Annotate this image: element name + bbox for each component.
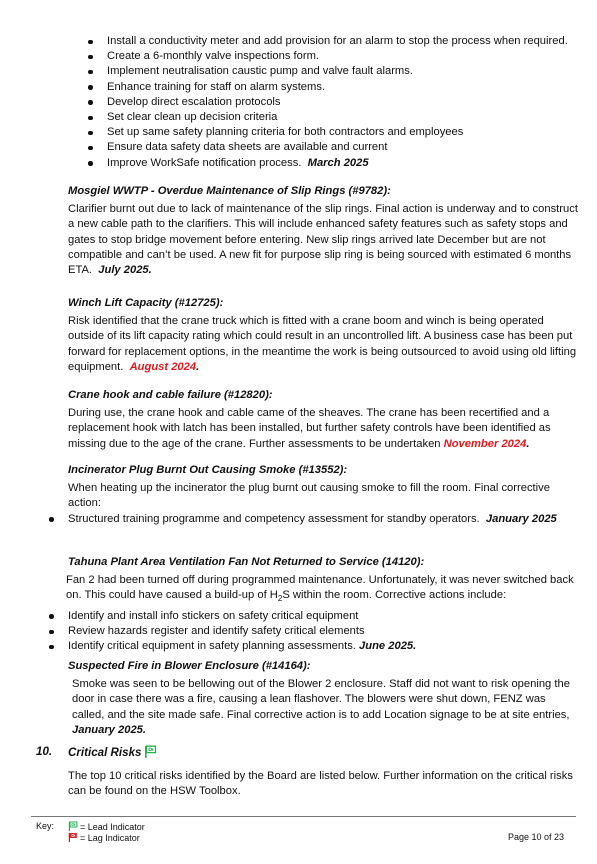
list-item	[107, 64, 577, 79]
section-heading: Winch Lift Capacity (#12725):	[68, 297, 224, 309]
corrective-action-list	[68, 512, 580, 527]
list-item	[107, 140, 577, 155]
section-heading: Suspected Fire in Blower Enclosure (#14164):	[68, 660, 311, 672]
due-date: January 2025	[485, 512, 557, 525]
bullet-text: Review hazards register and identify safety critical elements	[68, 625, 365, 638]
subscript: 2	[277, 594, 283, 604]
list-item	[107, 110, 577, 125]
list-item	[68, 512, 580, 527]
due-date: November 2024	[443, 437, 527, 450]
critical-risks-body: The top 10 critical risks identified by the Board are listed below. Further information on the critical risks can be found on the HSW Toolbox.	[68, 770, 573, 798]
list-item	[107, 80, 577, 95]
body-text: Fan 2 had been turned off during programmed maintenance. Unfortunately, it was never switched back on. This could have caused a build-up of H	[66, 574, 574, 602]
body-text: Risk identified that the crane truck which is fitted with a crane boom and winch is being operated outside of its lift capacity rating which could result in an uncontrolled lift. A business case has been put forward for replacement options, in the meantime the work is being outsourced to avoid using old lifting equipment.	[68, 315, 577, 373]
list-item	[107, 156, 577, 171]
due-date: August 2024	[129, 360, 197, 373]
section-body	[68, 314, 580, 375]
footer-key-label: Key:	[36, 821, 55, 831]
lag-indicator-label: = Lag Indicator	[80, 833, 140, 843]
bullet-text: Identify critical equipment in safety planning assessments.	[68, 640, 356, 653]
section-body	[72, 677, 580, 738]
incident-section-mosgiel	[68, 183, 580, 278]
section-heading: Tahuna Plant Area Ventilation Fan Not Returned to Service (14120):	[68, 556, 425, 568]
critical-risks-title: Critical Risks	[68, 746, 142, 759]
due-suffix: .	[526, 437, 530, 450]
critical-risks-heading	[68, 745, 157, 759]
due-date: March 2025	[307, 156, 369, 169]
list-item	[107, 34, 577, 49]
list-item	[68, 639, 580, 654]
bullet-text: Develop direct escalation protocols	[107, 95, 281, 108]
section-heading: Crane hook and cable failure (#12820):	[68, 389, 273, 401]
bullet-text: Improve WorkSafe notification process.	[107, 156, 302, 169]
incident-section-tahuna	[68, 554, 580, 654]
footer-divider	[31, 816, 576, 817]
list-item	[68, 609, 580, 624]
bullet-text: Create a 6-monthly valve inspections form.	[107, 50, 320, 63]
section-heading: Incinerator Plug Burnt Out Causing Smoke (#13552):	[68, 464, 348, 476]
list-item	[107, 49, 577, 64]
body-text: S within the room. Corrective actions include:	[282, 589, 507, 602]
incident-section-incinerator	[68, 462, 580, 527]
due-date: July 2025.	[98, 264, 152, 277]
list-item	[68, 624, 580, 639]
body-text: During use, the crane hook and cable came of the sheaves. The crane has been recertified and a replacement hook with latch has been installed, but further safety controls have been identified as missing due to the age of the crane. Further assessments to be undertaken	[68, 407, 551, 450]
section-body: When heating up the incinerator the plug burnt out causing smoke to fill the room. Final corrective action:	[68, 482, 550, 510]
bullet-text: Enhance training for staff on alarm systems.	[107, 80, 326, 93]
corrective-action-list	[68, 609, 580, 655]
due-suffix: .	[196, 360, 200, 373]
page-number: Page 10 of 23	[508, 832, 565, 842]
lead-indicator-flag-icon	[144, 745, 157, 759]
footer-lag-key	[68, 832, 140, 844]
incident-section-blower-fire	[68, 658, 580, 738]
lead-indicator-label: = Lead Indicator	[80, 822, 145, 832]
bullet-text: Structured training programme and competency assessment for standby operators.	[68, 512, 480, 525]
bullet-text: Identify and install info stickers on safety critical equipment	[68, 609, 359, 622]
section-body	[68, 406, 580, 452]
bullet-text: Install a conductivity meter and add provision for an alarm to stop the process when required.	[107, 35, 568, 47]
section-number: 10.	[36, 745, 53, 758]
top-bullet-list	[107, 34, 577, 171]
body-text: Clarifier burnt out due to lack of maintenance of the slip rings. Final action is underway and to construct a new cable path to the clarifiers. This will include enhanced safety features such as safety stops and gates to stop bridge movement before entering. New slip rings arrived late December but are not compatible and can’t be used. A new fit for purpose slip ring is being sourced with estimated 6 months ETA.	[68, 203, 578, 277]
bullet-text: Set up same safety planning criteria for both contractors and employees	[107, 126, 464, 139]
lag-indicator-flag-icon	[68, 832, 78, 843]
due-date: June 2025.	[359, 640, 417, 653]
section-body	[66, 573, 580, 607]
body-text: Smoke was seen to be bellowing out of the Blower 2 enclosure. Staff did not want to risk opening the door in case there was a fire, causing a lean flashover. The blowers were shut down, FENZ was called, and the site made safe. Final corrective action is to add Location signage to be at site entries,	[72, 678, 570, 721]
section-heading: Mosgiel WWTP - Overdue Maintenance of Slip Rings (#9782):	[68, 185, 391, 197]
bullet-text: Implement neutralisation caustic pump and valve fault alarms.	[107, 65, 413, 78]
incident-section-winch	[68, 295, 580, 375]
list-item	[107, 95, 577, 110]
section-body	[68, 202, 580, 278]
lead-indicator-flag-icon	[68, 821, 78, 832]
bullet-text: Set clear clean up decision criteria	[107, 111, 278, 124]
due-date: January 2025.	[72, 723, 147, 736]
bullet-text: Ensure data safety data sheets are available and current	[107, 141, 388, 154]
list-item	[107, 125, 577, 140]
incident-section-crane-hook	[68, 387, 580, 452]
